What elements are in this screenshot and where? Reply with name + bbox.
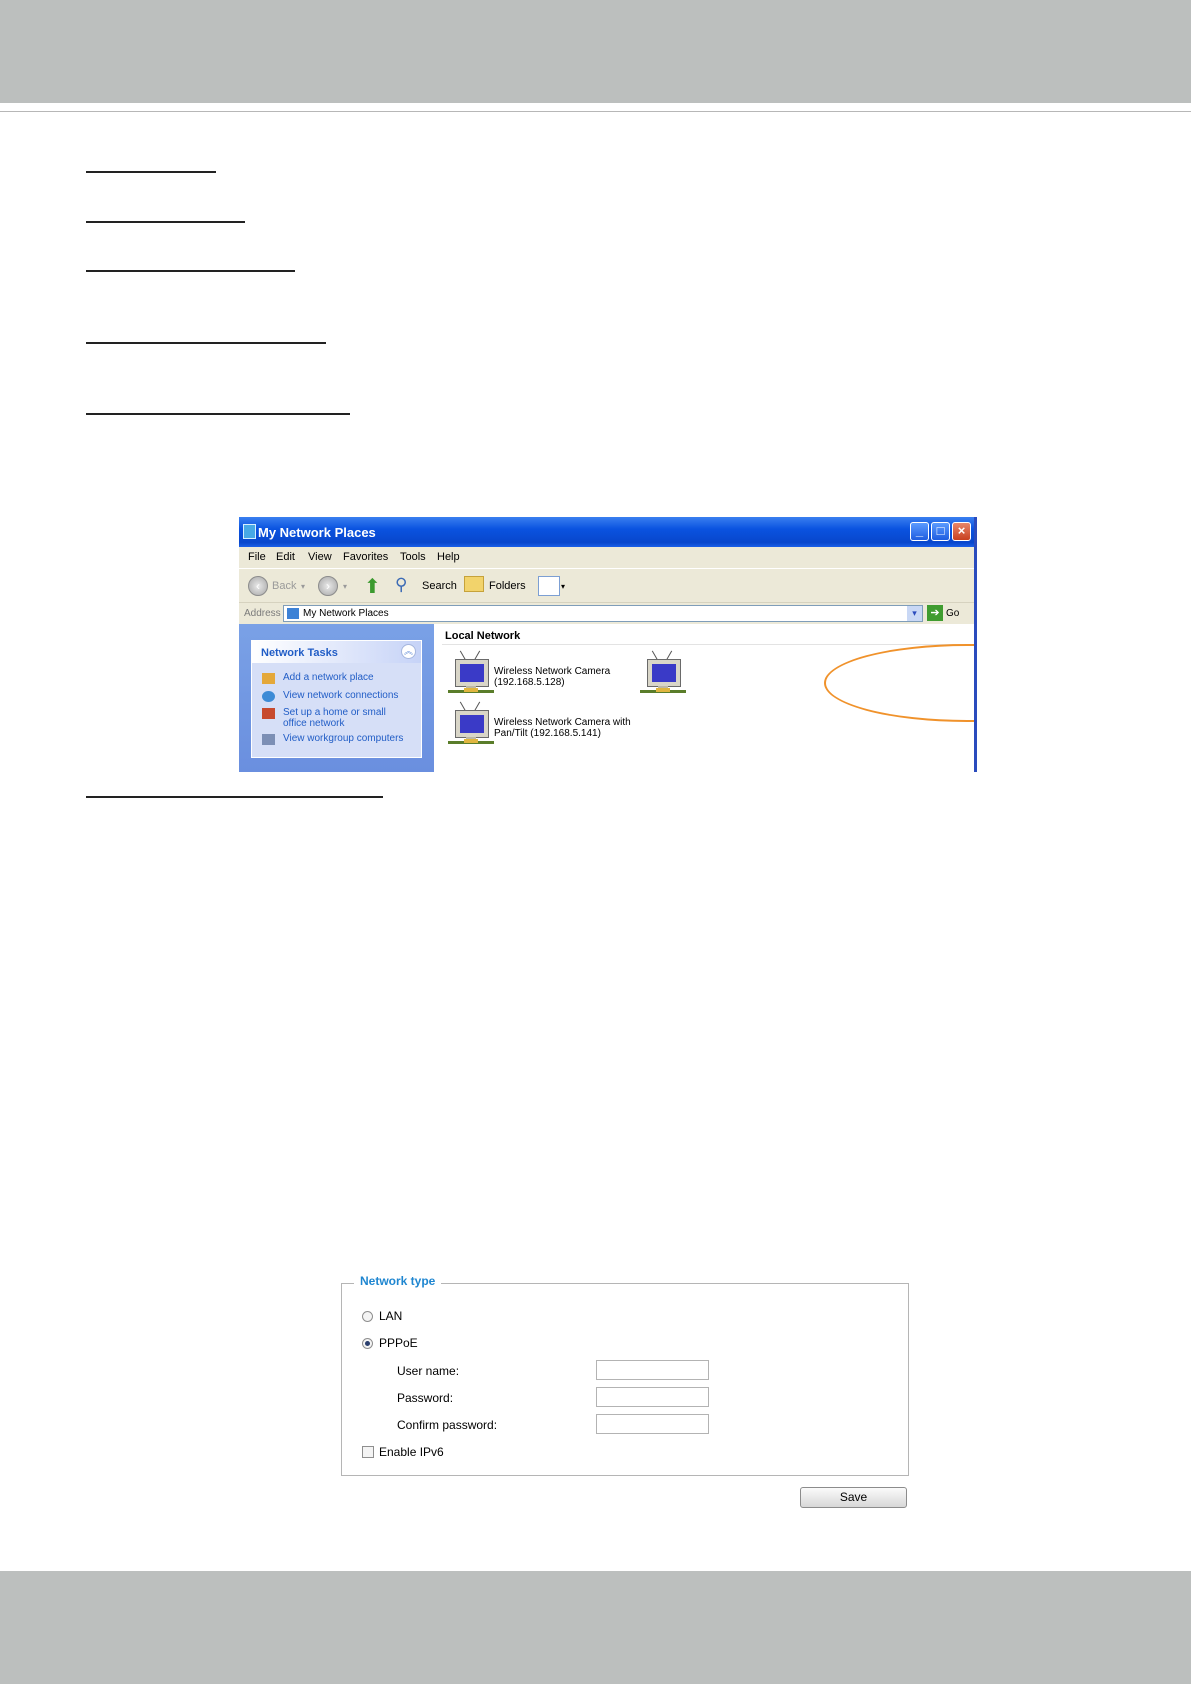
blank-heading-line-3 <box>86 270 295 272</box>
task-sidebar <box>239 624 434 772</box>
header-rule <box>0 111 1191 112</box>
file-view <box>434 624 974 772</box>
menu-bar <box>239 547 977 568</box>
lan-label[interactable]: LAN <box>379 1309 403 1323</box>
network-tasks-heading: Network Tasks <box>261 647 338 659</box>
password-field[interactable] <box>596 1387 709 1407</box>
pppoe-label[interactable]: PPPoE <box>379 1336 418 1350</box>
menu-edit[interactable]: Edit <box>276 551 295 563</box>
maximize-icon[interactable]: □ <box>931 522 950 541</box>
password-label: Password: <box>397 1391 454 1405</box>
forward-arrow-icon[interactable]: › <box>318 576 338 596</box>
window-titlebar <box>239 517 977 547</box>
menu-view[interactable]: View <box>308 551 332 563</box>
address-bar <box>239 602 977 625</box>
search-button-label[interactable]: Search <box>422 580 457 592</box>
search-icon[interactable]: ⚲ <box>395 575 408 594</box>
go-button-label[interactable]: Go <box>946 608 960 619</box>
add-place-icon <box>262 673 275 684</box>
back-dropdown-icon[interactable]: ▾ <box>301 582 306 591</box>
device-1-label[interactable]: Wireless Network Camera (192.168.5.128) <box>494 666 611 688</box>
header-band <box>0 0 1191 103</box>
toolbar <box>239 568 977 603</box>
pppoe-radio[interactable] <box>362 1338 373 1349</box>
folders-icon[interactable] <box>464 576 484 592</box>
enable-ipv6-label[interactable]: Enable IPv6 <box>379 1445 444 1459</box>
close-icon[interactable]: × <box>952 522 971 541</box>
minimize-icon[interactable]: _ <box>910 522 929 541</box>
network-tasks-header <box>252 641 421 663</box>
window-title: My Network Places <box>258 525 376 540</box>
network-places-small-icon <box>287 608 299 619</box>
network-tasks-panel: Network Tasks ︽ Add a network place View network connections Set up a home or small office network View workgroup computers <box>251 640 422 758</box>
group-divider <box>442 644 962 645</box>
network-places-icon <box>243 524 256 539</box>
blank-heading-line-5 <box>86 413 350 415</box>
views-dropdown-icon[interactable]: ▾ <box>561 582 566 591</box>
highlight-ellipse <box>824 644 977 722</box>
camera-device-icon[interactable] <box>448 650 494 694</box>
blank-heading-line-1 <box>86 171 216 173</box>
blank-heading-line-6 <box>86 796 383 798</box>
address-dropdown-icon[interactable]: ▾ <box>907 606 922 621</box>
menu-favorites[interactable]: Favorites <box>343 551 389 563</box>
enable-ipv6-checkbox[interactable] <box>362 1446 374 1458</box>
blank-heading-line-2 <box>86 221 245 223</box>
menu-help[interactable]: Help <box>437 551 460 563</box>
home-network-icon <box>262 708 275 719</box>
lan-radio[interactable] <box>362 1311 373 1322</box>
go-arrow-icon[interactable]: ➔ <box>927 605 943 621</box>
device-2-label[interactable]: Wireless Network Camera with Pan/Tilt (192.168.5.141) <box>494 717 631 739</box>
user-name-field[interactable] <box>596 1360 709 1380</box>
back-button-label[interactable]: Back <box>272 580 297 592</box>
camera-device-icon-highlighted[interactable] <box>640 650 686 694</box>
local-network-heading: Local Network <box>445 630 521 642</box>
workgroup-icon <box>262 734 275 745</box>
camera-device-icon[interactable] <box>448 701 494 745</box>
up-folder-icon[interactable]: ⬆ <box>364 576 381 598</box>
network-type-legend: Network type <box>354 1274 441 1288</box>
back-arrow-icon[interactable]: ‹ <box>248 576 268 596</box>
menu-file[interactable]: File <box>248 551 266 563</box>
address-field[interactable] <box>283 605 923 622</box>
folders-button-label[interactable]: Folders <box>489 580 526 592</box>
user-name-label: User name: <box>397 1364 460 1378</box>
forward-dropdown-icon[interactable]: ▾ <box>343 582 348 591</box>
views-icon[interactable] <box>538 576 560 596</box>
collapse-chevron-icon[interactable]: ︽ <box>401 644 416 659</box>
confirm-password-field[interactable] <box>596 1414 709 1434</box>
footer-band <box>0 1571 1191 1684</box>
address-value: My Network Places <box>303 608 389 619</box>
blank-heading-line-4 <box>86 342 326 344</box>
selected-dot <box>365 1341 370 1346</box>
confirm-password-label: Confirm password: <box>397 1418 498 1432</box>
address-label: Address <box>244 608 281 619</box>
network-places-window <box>239 517 977 772</box>
save-button[interactable]: Save <box>800 1487 907 1508</box>
menu-tools[interactable]: Tools <box>400 551 426 563</box>
network-connections-icon <box>262 691 275 702</box>
network-type-panel <box>341 1274 909 1476</box>
